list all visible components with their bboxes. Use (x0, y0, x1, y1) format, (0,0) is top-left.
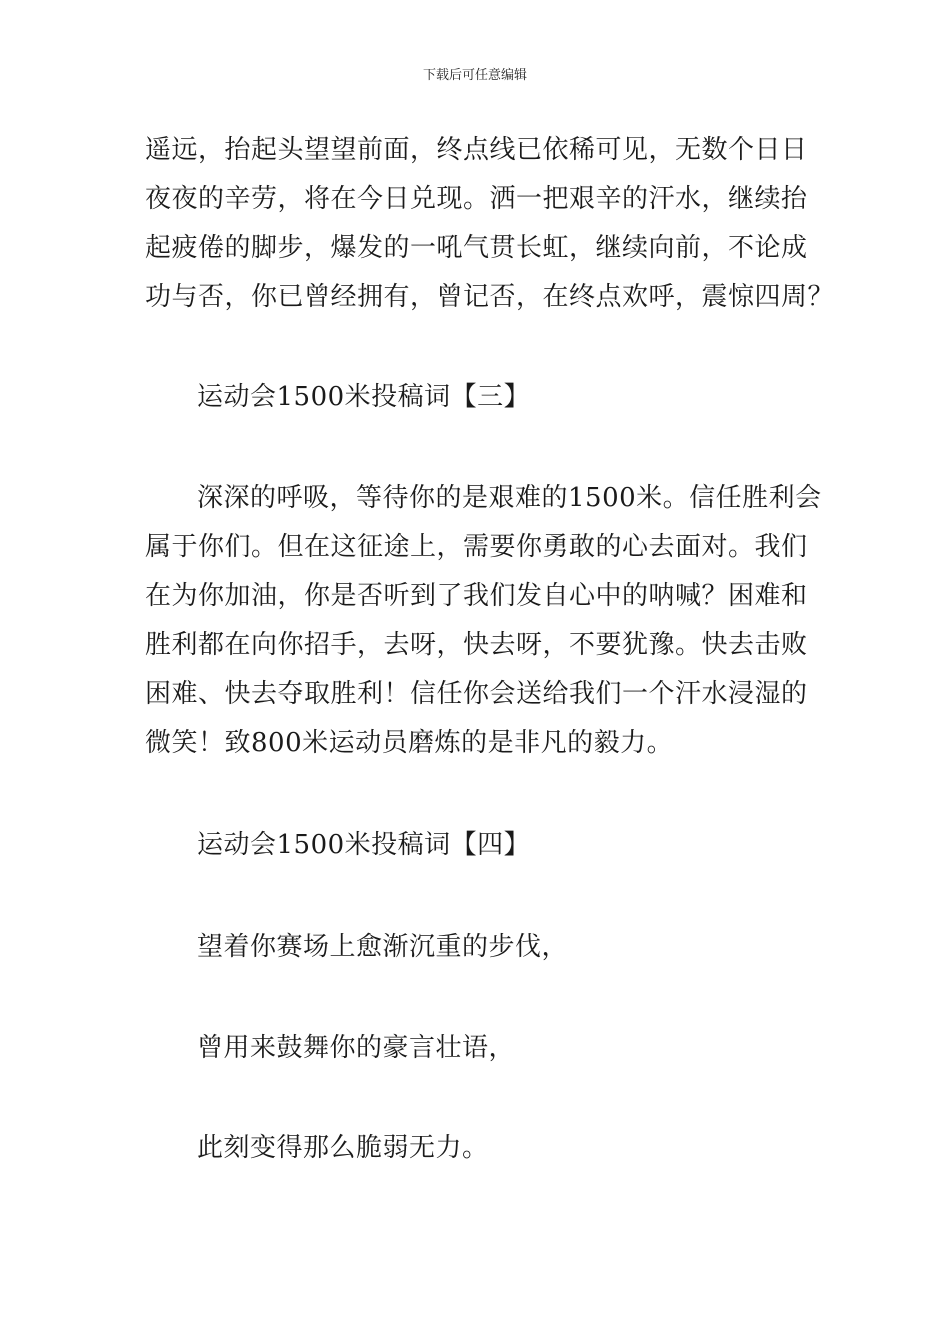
text-line: 胜利都在向你招手，去呀，快去呀，不要犹豫。快去击败 (145, 630, 808, 660)
section-heading-text: 运动会1500米投稿词【四】 (197, 830, 531, 860)
text-line: 遥远，抬起头望望前面，终点线已依稀可见，无数个日日 (145, 135, 808, 165)
text-line: 属于你们。但在这征途上，需要你勇敢的心去面对。我们 (145, 532, 808, 562)
poem-line (197, 923, 810, 972)
text-line: 曾用来鼓舞你的豪言壮语， (197, 1033, 516, 1063)
section-heading (197, 821, 810, 870)
text-line: 此刻变得那么脆弱无力。 (197, 1133, 489, 1163)
text-line: 功与否，你已曾经拥有，曾记否，在终点欢呼，震惊四周？ (145, 282, 835, 312)
page-header: 下载后可任意编辑 (422, 68, 527, 83)
text-line: 在为你加油，你是否听到了我们发自心中的呐喊？困难和 (145, 581, 808, 611)
text-line: 深深的呼吸，等待你的是艰难的1500米。信任胜利会 (197, 483, 822, 513)
text-line: 夜夜的辛劳，将在今日兑现。洒一把艰辛的汗水，继续抬 (145, 184, 808, 214)
text-line: 困难、快去夺取胜利！信任你会送给我们一个汗水浸湿的 (145, 679, 808, 709)
body-paragraph (145, 126, 835, 322)
body-paragraph (145, 474, 822, 768)
text-line: 起疲倦的脚步，爆发的一吼气贯长虹，继续向前，不论成 (145, 233, 808, 263)
text-line: 微笑！致800米运动员磨炼的是非凡的毅力。 (145, 728, 674, 758)
section-heading-text: 运动会1500米投稿词【三】 (197, 382, 531, 412)
poem-line (197, 1124, 810, 1173)
text-line: 望着你赛场上愈渐沉重的步伐， (197, 932, 569, 962)
poem-line (197, 1024, 810, 1073)
section-heading (197, 373, 810, 422)
